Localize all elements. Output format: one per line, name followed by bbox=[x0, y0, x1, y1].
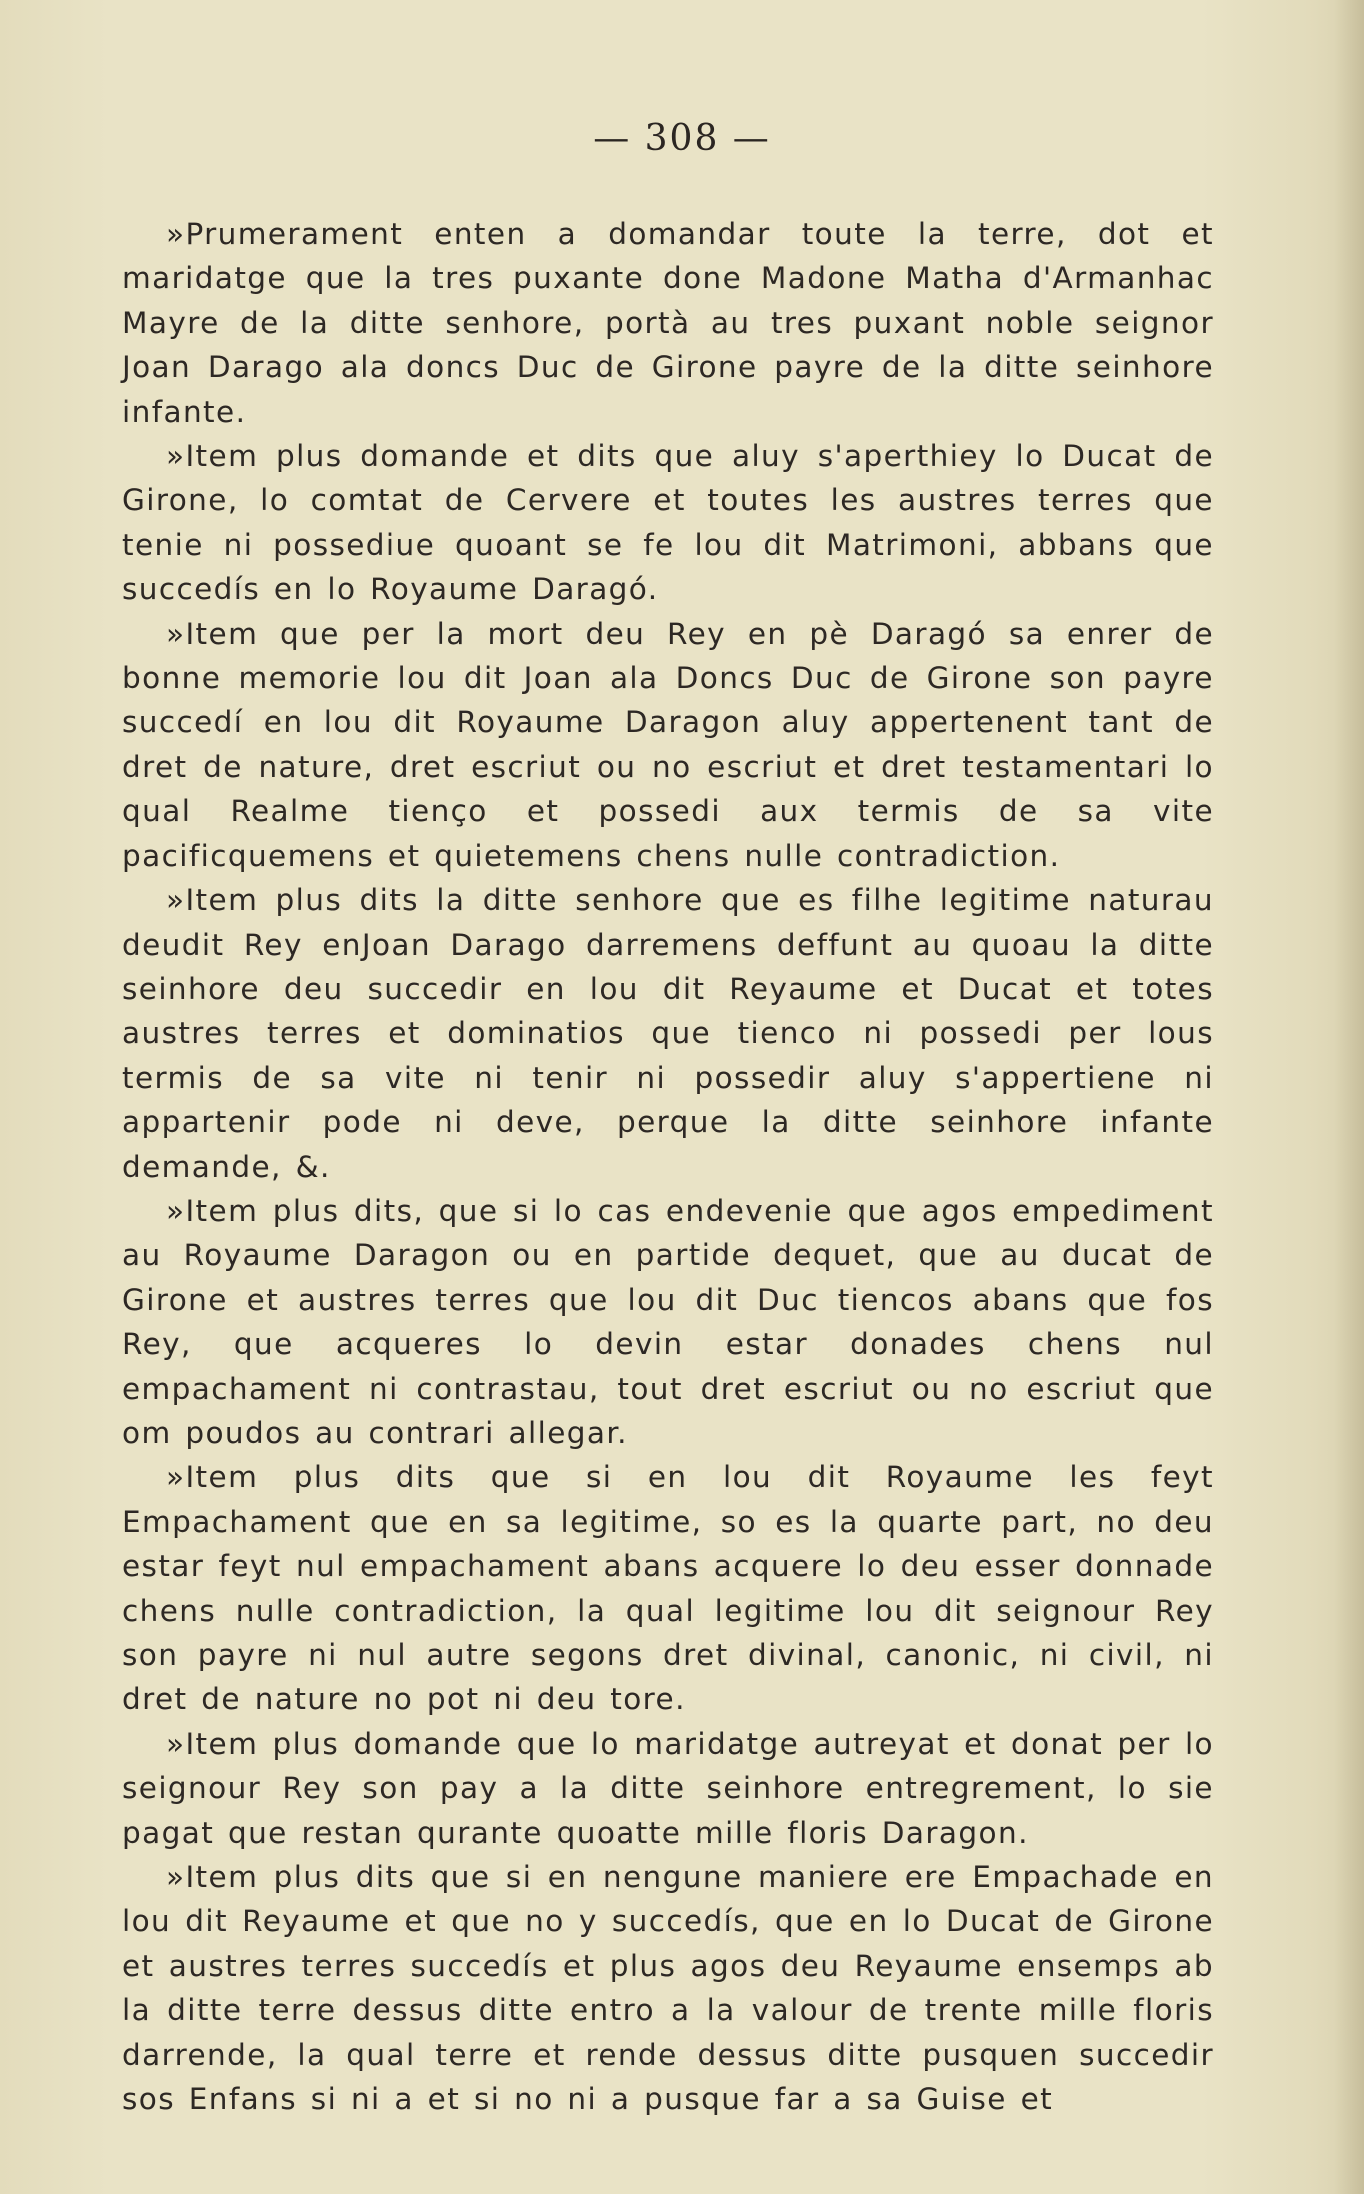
paragraph-1: »Prumerament enten a domandar toute la terre, dot et maridatge que la tres puxante done Madone Matha d'Armanhac Mayre de la ditte senhore, portà au tres puxant noble seignor Joan Darago ala doncs Duc de Girone payre de la ditte seinhore infante. bbox=[122, 217, 1214, 429]
paragraph-5: »Item plus dits, que si lo cas endevenie que agos empediment au Royaume Daragon ou en partide dequet, que au ducat de Girone et austres terres que lou dit Duc tiencos abans que fos Rey, que acqueres lo devin estar donades chens nul empachament ni contrastau, tout dret escriut ou no escriut que om poudos au contrari allegar. bbox=[122, 1193, 1214, 1450]
paragraph-8: »Item plus dits que si en nengune maniere ere Empachade en lou dit Reyaume et que no y succedís, que en lo Ducat de Girone et austres terres succedís et plus agos deu Reyaume ensemps ab la ditte terre dessus ditte entro a la valour de trente mille floris darrende, la qual terre et rende dessus ditte pusquen succedir sos Enfans si ni a et si no ni a pusque far a sa Guise et bbox=[122, 1860, 1214, 2117]
paragraph-6: »Item plus dits que si en lou dit Royaume les feyt Empachament que en sa legitime, so es la quarte part, no deu estar feyt nul empachament abans acquere lo deu esser donnade chens nulle contradiction, la qual legitime lou dit seignour Rey son payre ni nul autre segons dret divinal, canonic, ni civil, ni dret de nature no pot ni deu tore. bbox=[122, 1460, 1214, 1717]
body-text bbox=[122, 212, 1214, 2121]
page-number: — 308 — bbox=[593, 118, 771, 159]
paragraph-2: »Item plus domande et dits que aluy s'aperthiey lo Ducat de Girone, lo comtat de Cervere et toutes les austres terres que tenie ni possediue quoant se fe lou dit Matrimoni, abbans que succedís en lo Royaume Daragó. bbox=[122, 439, 1214, 607]
paragraph-4: »Item plus dits la ditte senhore que es filhe legitime naturau deudit Rey enJoan Darago darremens deffunt au quoau la ditte seinhore deu succedir en lou dit Reyaume et Ducat et totes austres terres et dominatios que tienco ni possedi per lous termis de sa vite ni tenir ni possedir aluy s'appertiene ni appartenir pode ni deve, perque la ditte seinhore infante demande, &. bbox=[122, 883, 1214, 1184]
page-edge-shadow bbox=[1334, 0, 1364, 2194]
paragraph-7: »Item plus domande que lo maridatge autreyat et donat per lo seignour Rey son pay a la ditte seinhore entregrement, lo sie pagat que restan qurante quoatte mille floris Daragon. bbox=[122, 1726, 1214, 1850]
paragraph-3: »Item que per la mort deu Rey en pè Daragó sa enrer de bonne memorie lou dit Joan ala Doncs Duc de Girone son payre succedí en lou dit Royaume Daragon aluy appertenent tant de dret de nature, dret escriut ou no escriut et dret testamentari lo qual Realme tienço et possedi aux termis de sa vite pacificquemens et quietemens chens nulle contradiction. bbox=[122, 616, 1214, 873]
